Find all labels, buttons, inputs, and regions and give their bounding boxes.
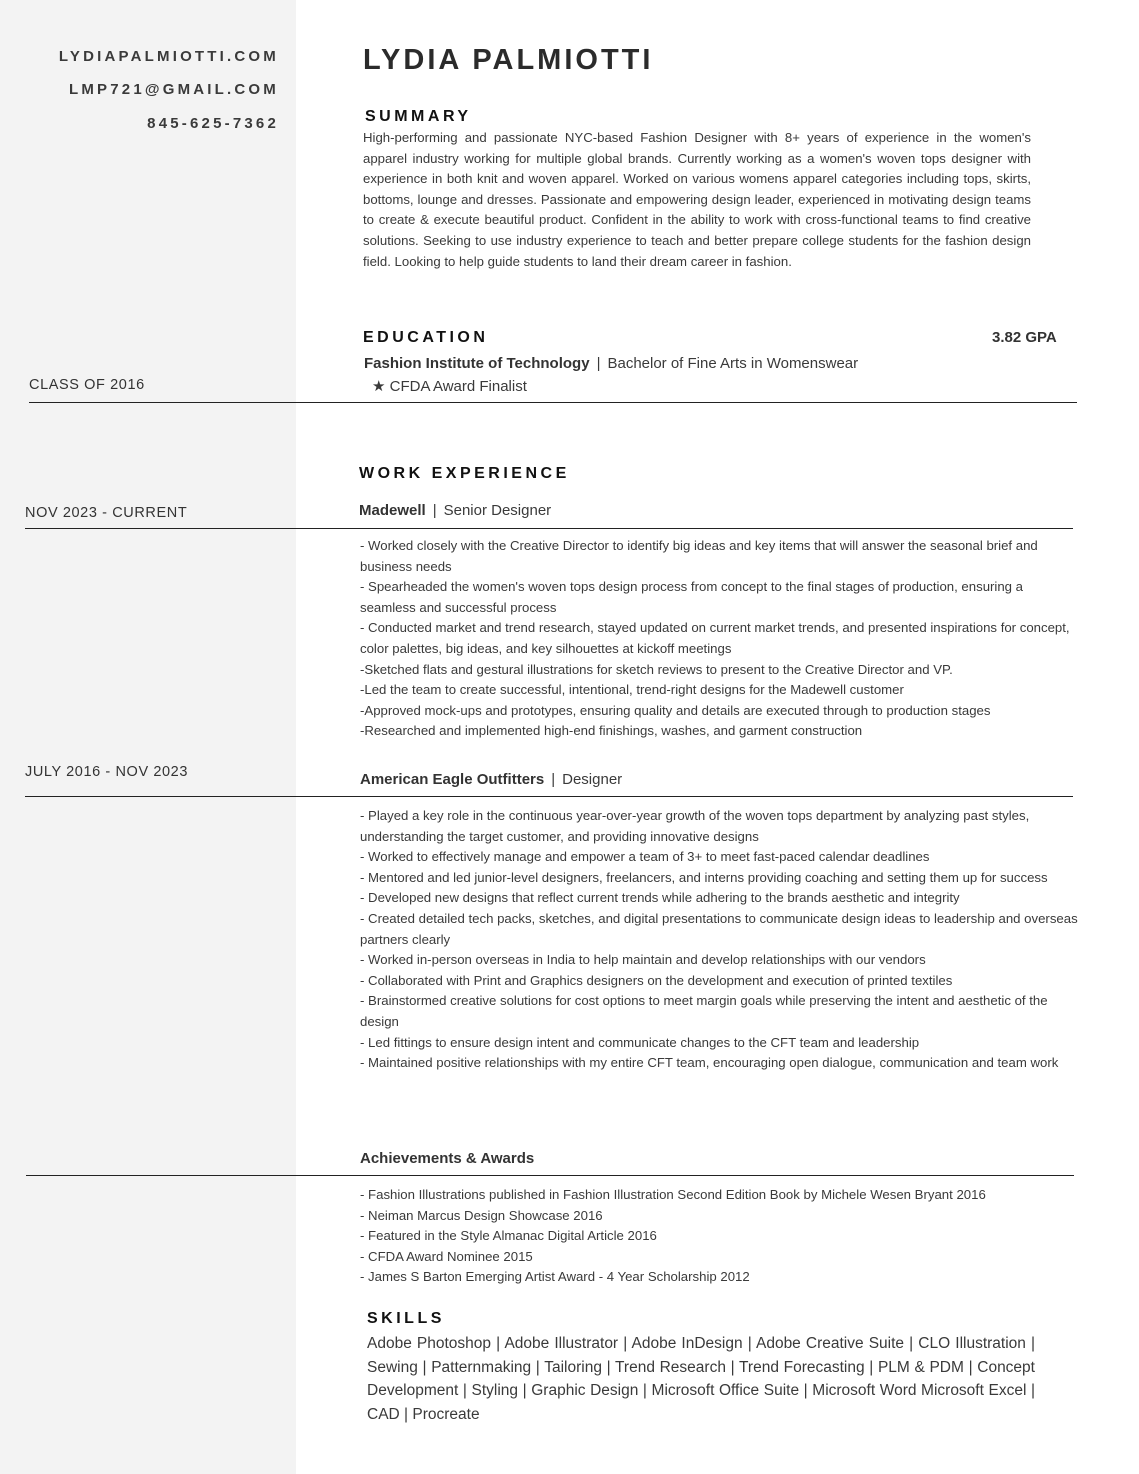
skill-separator: | — [642, 1382, 647, 1400]
skill-separator: | — [968, 1358, 973, 1376]
bullet-item: - Led fittings to ensure design intent and communicate changes to the CFT team and leadership — [360, 1034, 920, 1050]
bullet-item: - Collaborated with Print and Graphics designers on the development and execution of printed textiles — [360, 972, 953, 988]
skill-separator: | — [623, 1335, 628, 1352]
section-divider — [29, 402, 1077, 403]
bullet-item: -Led the team to create successful, intentional, trend-right designs for the Madewell customer — [360, 682, 904, 698]
website-link[interactable]: LYDIAPALMIOTTI.COM — [58, 48, 279, 65]
separator: | — [596, 355, 601, 372]
skill-separator: | — [747, 1335, 752, 1352]
resume-name: LYDIA PALMIOTTI — [363, 44, 654, 76]
skill-item: Graphic Design — [531, 1382, 639, 1400]
skill-item: Adobe InDesign — [631, 1335, 743, 1352]
separator: | — [551, 771, 556, 788]
bullet-item: - Worked closely with the Creative Director to identify big ideas and key items that will answer the seasonal brief and business needs — [360, 538, 1038, 574]
job-header — [359, 502, 551, 519]
education-heading: EDUCATION — [363, 329, 489, 346]
gpa-value: 3.82 GPA — [992, 329, 1057, 346]
job-bullets — [360, 536, 1074, 742]
skill-separator: | — [606, 1358, 611, 1376]
job-title: Designer — [562, 771, 623, 788]
skill-item: Adobe Illustrator — [504, 1335, 619, 1352]
skill-item: Adobe Photoshop — [367, 1335, 492, 1352]
skill-separator: | — [869, 1358, 874, 1376]
degree-name: Bachelor of Fine Arts in Womenswear — [607, 355, 859, 372]
skill-separator: | — [535, 1358, 540, 1376]
skill-item: CAD — [367, 1405, 400, 1423]
company-name: Madewell — [359, 502, 426, 519]
summary-text: High-performing and passionate NYC-based Fashion Designer with 8+ years of experience in the women's apparel industry working for multiple global brands. Currently working as a women's woven tops designer with experience in both knit and woven apparel. Worked on various womens apparel categories including tops, skirts, bottoms, lounge and dresses. Passionate and empowering design leader, experienced in motivating design teams to create & execute beautiful product. Confident in the ability to work with cross-functional teams to find creative solutions. Seeking to use industry experience to teach and better prepare college students for the fashion design field. Looking to help guide students to land their dream career in fashion. — [363, 130, 1031, 269]
skill-item: Concept Development — [367, 1358, 1035, 1400]
bullet-item: - Worked to effectively manage and empower a team of 3+ to meet fast-paced calendar deadlines — [360, 849, 930, 865]
phone-number: 845-625-7362 — [147, 115, 279, 132]
bullet-item: - Developed new designs that reflect current trends while adhering to the brands aesthetic and integrity — [360, 890, 960, 906]
education-honor: ★ CFDA Award Finalist — [372, 378, 527, 395]
skill-item: Trend Research — [615, 1358, 726, 1376]
bullet-item: - Worked in-person overseas in India to help maintain and develop relationships with our vendors — [360, 952, 926, 968]
skill-separator: | — [1031, 1335, 1036, 1352]
skill-item: Trend Forecasting — [739, 1358, 865, 1376]
skill-separator: | — [404, 1405, 409, 1423]
bullet-item: - Conducted market and trend research, stayed updated on current market trends, and presented inspirations for concept, color palettes, big ideas, and key silhouettes at kickoff meetings — [360, 620, 1070, 656]
skill-item: Microsoft Office Suite — [651, 1382, 800, 1400]
skills-heading: SKILLS — [367, 1310, 445, 1327]
separator: | — [432, 502, 437, 519]
school-name: Fashion Institute of Technology — [364, 355, 590, 372]
skill-separator: | — [422, 1358, 427, 1376]
education-line — [364, 355, 858, 372]
email-link[interactable]: LMP721@GMAIL.COM — [68, 81, 279, 98]
bullet-item: - Mentored and led junior-level designers, freelancers, and interns providing coaching and setting them up for success — [360, 869, 1048, 885]
skill-separator: | — [1030, 1382, 1036, 1400]
achievements-heading — [360, 1150, 534, 1167]
bullet-item: - Played a key role in the continuous year-over-year growth of the woven tops department by analyzing past styles, understanding the target customer, and providing innovative designs — [360, 808, 1030, 844]
job-divider — [25, 528, 1073, 529]
bullet-item: - Created detailed tech packs, sketches, and digital presentations to communicate design ideas to leadership and overseas partners clearly — [360, 910, 1078, 947]
achievement-item: - Neiman Marcus Design Showcase 2016 — [360, 1207, 603, 1223]
job-date: JULY 2016 - NOV 2023 — [25, 764, 188, 780]
skill-separator: | — [522, 1382, 527, 1400]
company-name: American Eagle Outfitters — [360, 771, 545, 788]
job-title: Senior Designer — [443, 502, 552, 519]
skill-separator: | — [496, 1335, 501, 1352]
skill-separator: | — [730, 1358, 735, 1376]
skill-item: CLO Illustration — [918, 1335, 1026, 1352]
achievement-item: - James S Barton Emerging Artist Award - 4 Year Scholarship 2012 — [360, 1269, 750, 1285]
achievements-heading-text: Achievements & Awards — [360, 1150, 535, 1167]
bullet-item: - Brainstormed creative solutions for cost options to meet margin goals while preserving the intent and aesthetic of the design — [360, 993, 1048, 1029]
sidebar-background — [0, 0, 296, 1474]
achievement-item: - Featured in the Style Almanac Digital Article 2016 — [360, 1228, 657, 1244]
summary-heading: SUMMARY — [365, 108, 472, 125]
skill-item: Procreate — [412, 1405, 480, 1423]
bullet-item: - Maintained positive relationships with my entire CFT team, encouraging open dialogue, communication and team work — [360, 1055, 1059, 1071]
skill-separator: | — [909, 1335, 914, 1352]
achievement-item: - Fashion Illustrations published in Fashion Illustration Second Edition Book by Michele Wesen Bryant 2016 — [360, 1187, 986, 1202]
skill-item: Patternmaking — [431, 1358, 532, 1376]
bullet-item: -Researched and implemented high-end finishings, washes, and garment construction — [360, 723, 863, 739]
bullet-item: -Approved mock-ups and prototypes, ensuring quality and details are executed through to production stages — [360, 702, 991, 718]
job-date: NOV 2023 - CURRENT — [25, 505, 188, 521]
education-date: CLASS OF 2016 — [29, 377, 145, 393]
achievement-item: - CFDA Award Nominee 2015 — [360, 1248, 533, 1264]
skill-item: PLM & PDM — [877, 1358, 964, 1376]
skill-separator: | — [462, 1382, 467, 1400]
bullet-item: - Spearheaded the women's woven tops design process from concept to the final stages of production, ensuring a seamless and successful process — [360, 579, 1024, 615]
skill-item: Sewing — [367, 1358, 418, 1376]
skill-item: Microsoft Word Microsoft Excel — [812, 1382, 1027, 1400]
bullet-item: -Sketched flats and gestural illustrations for sketch reviews to present to the Creative Director and VP. — [360, 661, 953, 677]
job-divider — [25, 796, 1073, 797]
skill-item: Styling — [471, 1382, 519, 1400]
skills-list — [367, 1332, 1035, 1426]
skill-item: Adobe Creative Suite — [755, 1335, 905, 1352]
work-experience-heading: WORK EXPERIENCE — [359, 465, 570, 482]
job-header — [360, 771, 622, 788]
achievements-divider — [26, 1175, 1074, 1176]
job-bullets — [360, 806, 1082, 1074]
skill-separator: | — [803, 1382, 808, 1400]
skill-item: Tailoring — [544, 1358, 602, 1376]
achievements-list — [360, 1185, 1074, 1288]
